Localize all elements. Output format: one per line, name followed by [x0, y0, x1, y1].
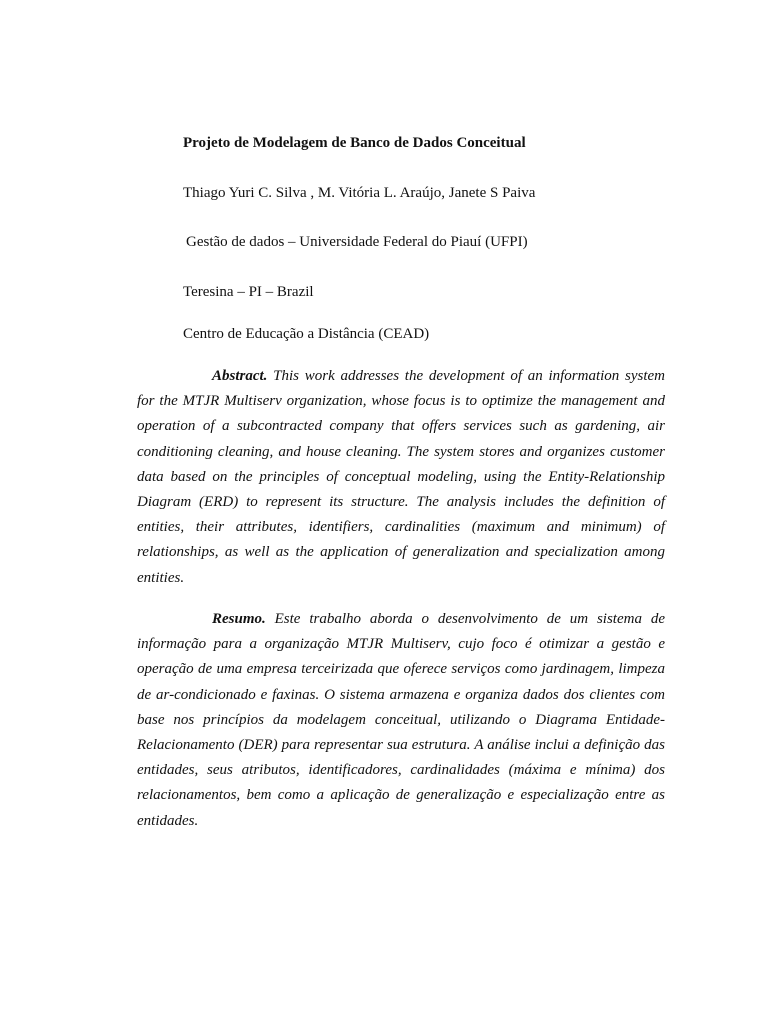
author-list: Thiago Yuri C. Silva , M. Vitória L. Araújo, Janete S Paiva — [183, 185, 536, 201]
resumo-label: Resumo. — [212, 611, 266, 627]
location: Teresina – PI – Brazil — [183, 284, 314, 300]
abstract-label: Abstract. — [212, 368, 268, 384]
abstract-paragraph — [137, 364, 665, 591]
abstract-text: This work addresses the development of an information system for the MTJR Multiserv organization, whose focus is to optimize the management and operation of a subcontracted company that offers services such as gardening, air conditioning cleaning, and house cleaning. The system stores and organizes customer data based on the principles of conceptual modeling, using the Entity-Relationship Diagram (ERD) to represent its structure. The analysis includes the definition of entities, their attributes, identifiers, cardinalities (maximum and minimum) of relationships, as well as the application of generalization and specialization among entities. — [137, 368, 665, 586]
resumo-paragraph — [137, 607, 665, 834]
affiliation: Gestão de dados – Universidade Federal do Piauí (UFPI) — [186, 234, 528, 250]
resumo-text: Este trabalho aborda o desenvolvimento de um sistema de informação para a organização MTJR Multiserv, cujo foco é otimizar a gestão e operação de uma empresa terceirizada que oferece serviços como jardinagem, limpeza de ar-condicionado e faxinas. O sistema armazena e organiza dados dos clientes com base nos princípios da modelagem conceitual, utilizando o Diagrama Entidade-Relacionamento (DER) para representar sua estrutura. A análise inclui a definição das entidades, seus atributos, identificadores, cardinalidades (máxima e mínima) dos relacionamentos, bem como a aplicação de generalização e especialização entre as entidades. — [137, 611, 665, 829]
institution-center: Centro de Educação a Distância (CEAD) — [183, 326, 430, 342]
paper-title: Projeto de Modelagem de Banco de Dados Conceitual — [183, 135, 526, 151]
